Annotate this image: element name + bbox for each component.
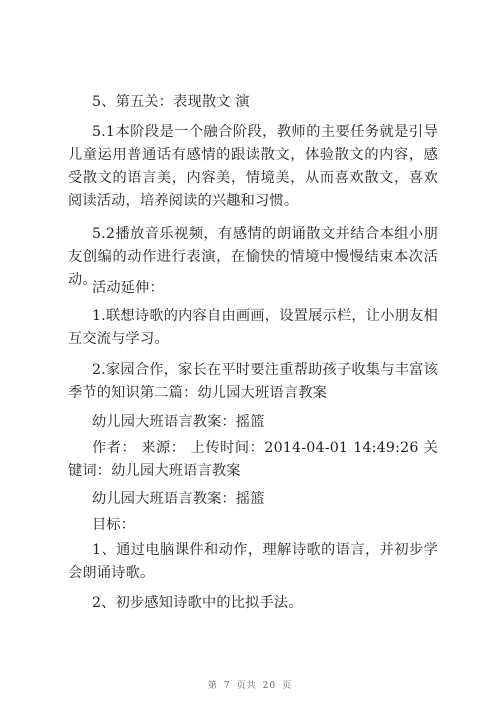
lesson-title: 幼儿园大班语言教案：摇篮 bbox=[92, 414, 265, 430]
activity-extension-heading: 活动延伸： bbox=[92, 280, 164, 296]
objective-1: 1、通过电脑课件和动作，理解诗歌的语言，并初步学会朗诵诗歌。 bbox=[68, 542, 438, 581]
page-footer bbox=[0, 678, 500, 691]
article-meta: 作者： 来源： 上传时间：2014-04-01 14:49:26 关键词：幼儿园大班语言教案 bbox=[68, 440, 438, 479]
footer-total-pages: 20 bbox=[262, 681, 277, 691]
section-heading-5: 5、第五关：表现散文 演 bbox=[92, 94, 250, 110]
objective-2: 2、初步感知诗歌中的比拟手法。 bbox=[92, 595, 303, 611]
lesson-title-repeat: 幼儿园大班语言教案：摇篮 bbox=[92, 491, 265, 507]
extension-item-2: 2.家园合作，家长在平时要注重帮助孩子收集与丰富该季节的知识第二篇：幼儿园大班语言教案 bbox=[68, 362, 438, 401]
paragraph-5-2: 5.2播放音乐视频，有感情的朗诵散文并结合本组小朋友创编的动作进行表演，在愉快的情境中慢慢结束本次活动。 bbox=[68, 226, 438, 288]
footer-prefix: 第 bbox=[207, 681, 218, 691]
extension-item-1: 1.联想诗歌的内容自由画画，设置展示栏，让小朋友相互交流与学习。 bbox=[68, 308, 438, 347]
footer-suffix: 页 bbox=[282, 681, 293, 691]
footer-middle: 页共 bbox=[236, 681, 257, 691]
footer-page-number: 7 bbox=[223, 681, 231, 691]
objectives-heading: 目标： bbox=[92, 517, 136, 533]
paragraph-5-1: 5.1本阶段是一个融合阶段，教师的主要任务就是引导儿童运用普通话有感情的跟读散文，体验散文的内容，感受散文的语言美，内容美，情境美，从而喜欢散文，喜欢阅读活动，培养阅读的兴趣和习惯。 bbox=[68, 124, 438, 209]
